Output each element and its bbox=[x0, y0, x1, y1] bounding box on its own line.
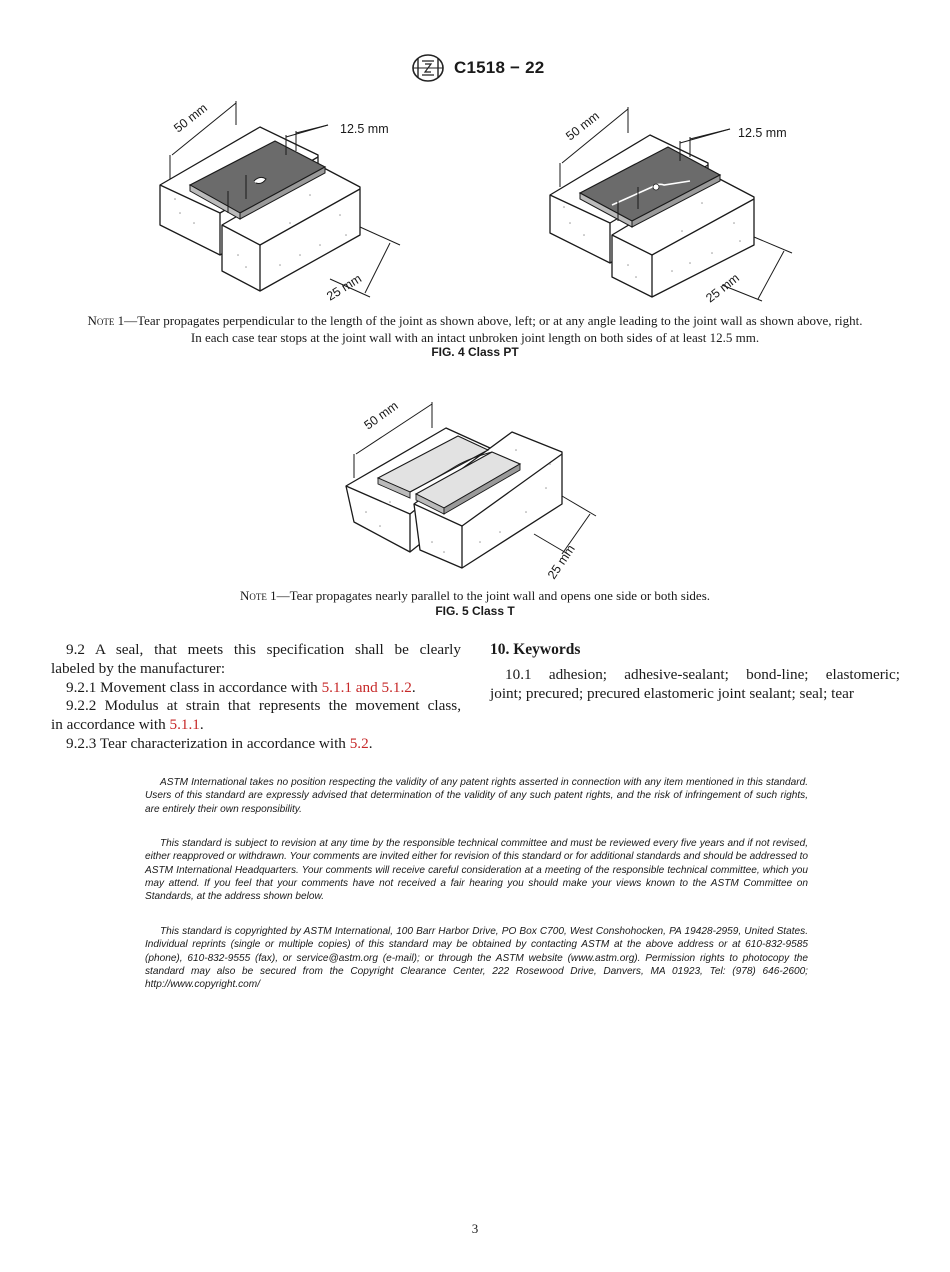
fig4-left-dim-edge: 12.5 mm bbox=[340, 122, 389, 136]
patent-notice: ASTM International takes no position respecting the validity of any patent rights asserted in connection with any item mentioned in this standard. Users of this standard are expressly advised that determination of the validity of any such patent rights, and the risk of infringement of such rights, are entirely their own responsibility. bbox=[145, 777, 808, 815]
fig5-drawing bbox=[340, 392, 610, 584]
fig4-right-dim-depth: 25 mm bbox=[703, 270, 742, 306]
p-10-1-line2: joint; precured; precured elastomeric joint sealant; seal; tear bbox=[490, 684, 854, 702]
p-9-2-2-line2: in accordance with 5.1.1. bbox=[51, 716, 204, 734]
link-5-1-1[interactable]: 5.1.1 bbox=[169, 716, 200, 734]
page-number: 3 bbox=[471, 1221, 479, 1236]
p-9-2-3: 9.2.3 Tear characterization in accordance with 5.2. bbox=[66, 734, 373, 752]
fig4-caption: FIG. 4 Class PT bbox=[431, 345, 519, 359]
fig5-caption: FIG. 5 Class T bbox=[435, 604, 515, 618]
document-number: C1518 − 22 bbox=[454, 58, 545, 77]
fig5-note-label: Note 1 bbox=[239, 588, 277, 603]
p-9-2-2-line1: 9.2.2 Modulus at strain that represents the movement class, bbox=[66, 697, 461, 715]
fig5-note-text: —Tear propagates nearly parallel to the joint wall and opens one side or both sides. bbox=[276, 588, 711, 603]
link-5-1-1-and-5-1-2[interactable]: 5.1.1 and 5.1.2 bbox=[321, 678, 412, 696]
fig5-dim-width: 50 mm bbox=[361, 398, 401, 433]
fig4-note-label: Note 1 bbox=[87, 313, 125, 328]
fig5-dim-depth: 25 mm bbox=[544, 542, 578, 582]
fig4-right-dim-edge: 12.5 mm bbox=[738, 126, 787, 140]
fig4-left-drawing bbox=[150, 95, 410, 305]
link-5-2[interactable]: 5.2 bbox=[349, 734, 369, 752]
p-9-2-line1: 9.2 A seal, that meets this specification shall be clearly bbox=[66, 641, 461, 658]
page-header bbox=[0, 52, 950, 86]
section-10 bbox=[490, 641, 900, 703]
fig4-note bbox=[40, 312, 910, 346]
p-9-2-1: 9.2.1 Movement class in accordance with 5.1.1 and 5.1.2. bbox=[66, 678, 416, 696]
fig4-left-dim-width: 50 mm bbox=[171, 100, 210, 136]
fig4-note-line1: —Tear propagates perpendicular to the length of the joint as shown above, left; or at any angle leading to the joint wall as shown above, right. bbox=[124, 313, 863, 328]
fig4-right-drawing bbox=[540, 95, 800, 305]
p-9-2-line2: labeled by the manufacturer: bbox=[51, 659, 226, 677]
p-10-1-line1: 10.1 adhesion; adhesive-sealant; bond-line; elastomeric; bbox=[505, 665, 900, 683]
fig4-left-dim-depth: 25 mm bbox=[324, 271, 364, 304]
fig4-note-line2: In each case tear stops at the joint wall with an intact unbroken joint length on both sides of at least 12.5 mm. bbox=[190, 330, 760, 345]
revision-notice: This standard is subject to revision at any time by the responsible technical committee and must be reviewed every five years and if not revised, either reapproved or withdrawn. Your comments are invited either for revision of this standard or for additional standards and should be addressed to ASTM International Headquarters. Your comments will receive careful consideration at a meeting of the responsible technical committee, which you may attend. If you feel that your comments have not received a fair hearing you should make your views known to the ASTM Committee on Standards, at the address shown below. bbox=[145, 838, 809, 903]
copyright-notice: This standard is copyrighted by ASTM International, 100 Barr Harbor Drive, PO Box C700, West Conshohocken, PA 19428-2959, United States. Individual reprints (single or multiple copies) of this standard may be obtained by contacting ASTM at the above address or at 610-832-9585 (phone), 610-832-9555 (fax), or service@astm.org (e-mail); or through the ASTM website (www.astm.org). Permission rights to photocopy the standard may also be secured from the Copyright Clearance Center, 222 Rosewood Drive, Danvers, MA 01923, Tel: (978) 646-2600; http://www.copyright.com/ bbox=[145, 926, 808, 991]
section-9-2 bbox=[51, 641, 461, 754]
fig5-note bbox=[0, 587, 950, 604]
astm-logo-icon bbox=[408, 52, 448, 84]
heading-keywords: 10. Keywords bbox=[490, 641, 581, 658]
fig4-right-dim-width: 50 mm bbox=[563, 108, 602, 144]
